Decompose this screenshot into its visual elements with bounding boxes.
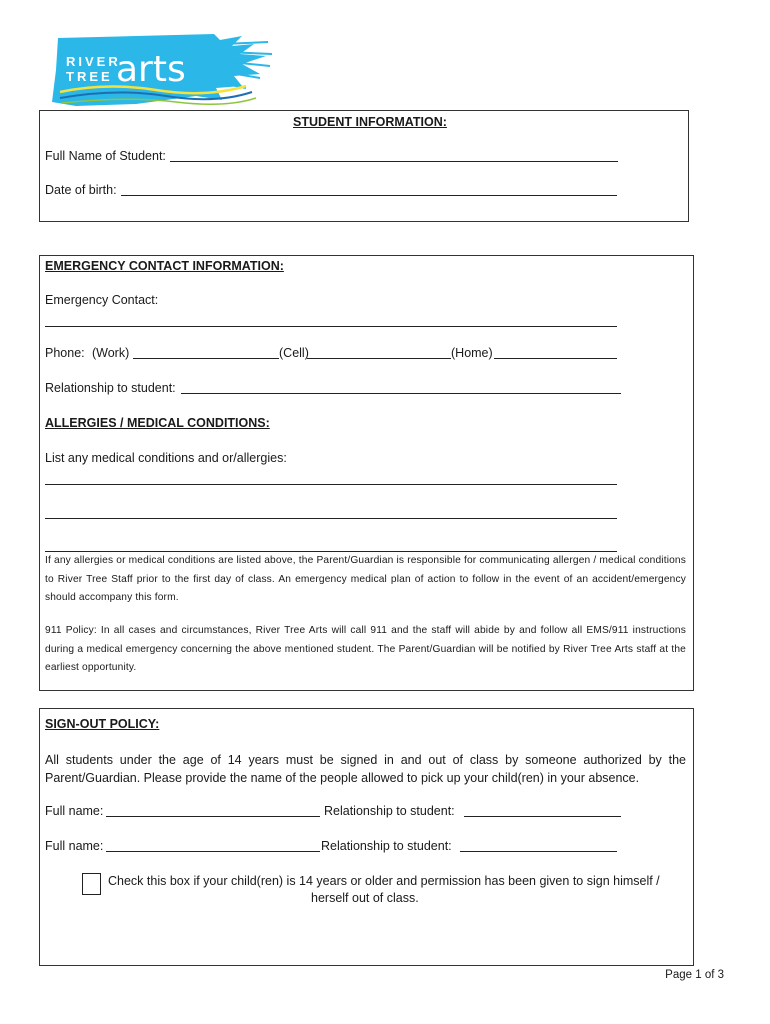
relationship-field[interactable] [181,393,621,394]
sign-out-policy-section [39,708,694,966]
signout-paragraph: All students under the age of 14 years must be signed in and out of class by someone authorized by the Parent/Guardian. Please provide the name of the people allowed to pick up your child(ren) in your absence. [45,753,686,785]
emergency-contact-field[interactable] [45,326,617,327]
logo-word: arts [116,49,186,90]
pickup-full-name-field-2[interactable] [106,851,320,852]
cell-phone-field[interactable] [307,358,451,359]
student-info-heading: STUDENT INFORMATION: [293,115,447,129]
checkbox-label-line1: Check this box if your child(ren) is 14 years or older and permission has been given to sign himself / [108,874,660,888]
allergies-field-1[interactable] [45,484,617,485]
pickup-full-name-field-1[interactable] [106,816,320,817]
logo-line2: TREE [66,69,113,84]
home-phone-field[interactable] [494,358,617,359]
dob-label: Date of birth: [45,183,117,197]
policy-911-paragraph: 911 Policy: In all cases and circumstances, River Tree Arts will call 911 and the staff will abide by and follow all EMS/911 instructions during a medical emergency concerning the above mentioned student. The Parent/Guardian will be notified by River Tree Arts staff at the earliest opportunity. [45,625,686,673]
relationship-label: Relationship to student: [45,381,176,395]
self-signout-checkbox[interactable] [82,873,101,895]
full-name-label: Full Name of Student: [45,149,166,163]
cell-label: (Cell) [279,346,309,360]
home-label: (Home) [451,346,493,360]
full-name-field[interactable] [170,161,618,162]
river-tree-arts-logo [46,30,272,108]
pickup-relationship-label-2: Relationship to student: [321,839,452,853]
allergies-list-label: List any medical conditions and or/allergies: [45,451,287,465]
phone-label: Phone: [45,346,85,360]
logo-line1: RIVER [66,54,121,69]
allergies-field-2[interactable] [45,518,617,519]
pickup-relationship-label-1: Relationship to student: [324,804,455,818]
checkbox-label-line2: herself out of class. [311,891,419,905]
emergency-contact-label: Emergency Contact: [45,293,159,307]
allergies-heading: ALLERGIES / MEDICAL CONDITIONS: [45,416,270,430]
pickup-relationship-field-1[interactable] [464,816,621,817]
pickup-full-name-label-1: Full name: [45,804,104,818]
allergy-responsibility-paragraph: If any allergies or medical conditions are listed above, the Parent/Guardian is responsible for communicating allergen / medical conditions to River Tree Staff prior to the first day of class. An emergency medical plan of action to follow in the event of an accident/emergency should accompany this form. [45,555,686,603]
work-phone-field[interactable] [133,358,279,359]
signout-heading: SIGN-OUT POLICY: [45,717,160,731]
pickup-relationship-field-2[interactable] [460,851,617,852]
pickup-full-name-label-2: Full name: [45,839,104,853]
emergency-heading: EMERGENCY CONTACT INFORMATION: [45,259,284,273]
work-label: (Work) [92,346,130,360]
dob-field[interactable] [121,195,617,196]
page-number: Page 1 of 3 [665,969,724,981]
